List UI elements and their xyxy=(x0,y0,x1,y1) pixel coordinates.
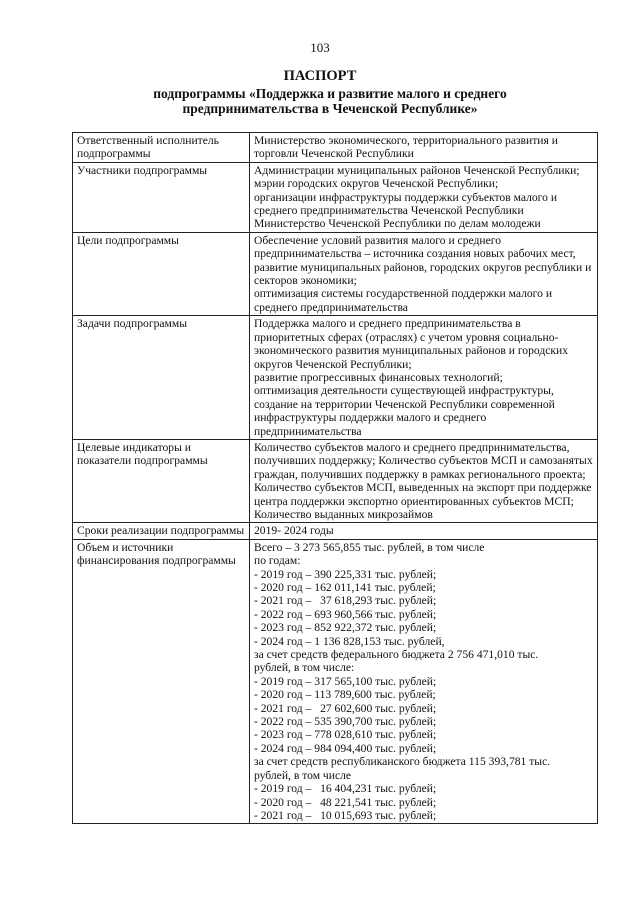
row-label: Сроки реализации подпрограммы xyxy=(73,523,250,539)
value-line: Обеспечение условий развития малого и среднего предпринимательства – источника создания новых рабочих мест, развитие муниципальных районов, городских округов республики и секторов экономики; xyxy=(254,233,592,288)
table-row xyxy=(73,523,598,539)
value-line: организации инфраструктуры поддержки субъектов малого и среднего предпринимательства Чеченской Республики xyxy=(254,190,558,218)
value-line: - 2019 год – 16 404,231 тыс. рублей; xyxy=(254,782,437,796)
value-line: - 2022 год – 535 390,700 тыс. рублей; xyxy=(254,715,437,729)
value-line: Количество субъектов малого и среднего предпринимательства, получивших поддержку; Количество субъектов МСП и самозанятых граждан, получивших поддержку в рамках регионального проекта; xyxy=(254,440,593,481)
value-line: - 2019 год – 317 565,100 тыс. рублей; xyxy=(254,674,437,688)
value-line: - 2019 год – 390 225,331 тыс. рублей; xyxy=(254,567,437,581)
value-line: - 2023 год – 778 028,610 тыс. рублей; xyxy=(254,728,437,742)
row-value xyxy=(250,539,598,824)
row-value xyxy=(250,162,598,232)
value-line: - 2024 год – 984 094,400 тыс. рублей; xyxy=(254,741,437,755)
value-line: за счет средств федерального бюджета 2 756 471,010 тыс. xyxy=(254,648,539,662)
value-line: развитие прогрессивных финансовых технологий; xyxy=(254,370,503,384)
value-line: мэрии городских округов Чеченской Республики; xyxy=(254,177,499,191)
page-subtitle: подпрограммы «Поддержка и развитие малого и среднего предпринимательства в Чеченской Республике» xyxy=(153,86,507,116)
value-line: Поддержка малого и среднего предпринимательства в приоритетных сферах (отраслях) с учетом уровня социально-экономического развития муниципальных районов и городских округов Чеченской Республики; xyxy=(254,317,569,371)
row-label: Ответственный исполнитель подпрограммы xyxy=(73,133,250,163)
value-line: - 2020 год – 162 011,141 тыс. рублей; xyxy=(254,581,436,594)
value-line: Министерство экономического, территориального развития и торговли Чеченской Республики xyxy=(254,134,558,161)
row-label: Целевые индикаторы и показатели подпрограммы xyxy=(73,439,250,522)
value-line: рублей, в том числе xyxy=(254,768,352,782)
row-label: Объем и источники финансирования подпрограммы xyxy=(73,539,250,824)
row-value xyxy=(250,439,598,522)
value-line: - 2024 год – 1 136 828,153 тыс. рублей, xyxy=(254,634,445,648)
value-line: оптимизация деятельности существующей инфраструктуры, создание на территории Чеченской Республики современной инфраструктуры поддержки малого и среднего предпринимательства xyxy=(254,384,555,438)
row-value xyxy=(250,316,598,440)
table-row xyxy=(73,539,598,824)
value-line: - 2020 год – 113 789,600 тыс. рублей; xyxy=(254,688,436,702)
table-row xyxy=(73,316,598,440)
value-line: 2019- 2024 годы xyxy=(254,524,334,538)
table-row xyxy=(73,162,598,232)
row-value xyxy=(250,133,598,163)
row-value xyxy=(250,523,598,539)
table-row xyxy=(73,439,598,522)
table-row xyxy=(73,232,598,315)
page-title: ПАСПОРТ xyxy=(283,68,357,84)
value-line: по годам: xyxy=(254,554,301,568)
value-line: - 2021 год – 27 602,600 тыс. рублей; xyxy=(254,701,437,715)
value-line: Администрации муниципальных районов Чеченской Республики; xyxy=(254,163,580,177)
value-line: Министерство Чеченской Республики по делам молодежи xyxy=(254,217,541,231)
value-line: Всего – 3 273 565,855 тыс. рублей, в том числе xyxy=(254,540,485,554)
value-line: - 2021 год – 10 015,693 тыс. рублей; xyxy=(254,808,437,822)
passport-table xyxy=(72,132,598,824)
row-value xyxy=(250,232,598,315)
row-label: Участники подпрограммы xyxy=(73,162,250,232)
page-number: 103 xyxy=(310,40,330,55)
value-line: - 2021 год – 37 618,293 тыс. рублей; xyxy=(254,594,437,608)
value-line: Количество субъектов МСП, выведенных на экспорт при поддержке центра поддержки экспортно ориентированных субъектов МСП; xyxy=(254,481,592,508)
row-label: Задачи подпрограммы xyxy=(73,316,250,440)
value-line: - 2023 год – 852 922,372 тыс. рублей; xyxy=(254,621,437,635)
row-label: Цели подпрограммы xyxy=(73,232,250,315)
table-row xyxy=(73,133,598,163)
value-line: рублей, в том числе: xyxy=(254,661,355,675)
value-line: Количество выданных микрозаймов xyxy=(254,507,433,521)
value-line: за счет средств республиканского бюджета 115 393,781 тыс. xyxy=(254,755,551,769)
value-line: оптимизация системы государственной поддержки малого и среднего предпринимательства xyxy=(254,287,553,314)
value-line: - 2020 год – 48 221,541 тыс. рублей; xyxy=(254,795,437,809)
value-line: - 2022 год – 693 960,566 тыс. рублей; xyxy=(254,607,437,621)
